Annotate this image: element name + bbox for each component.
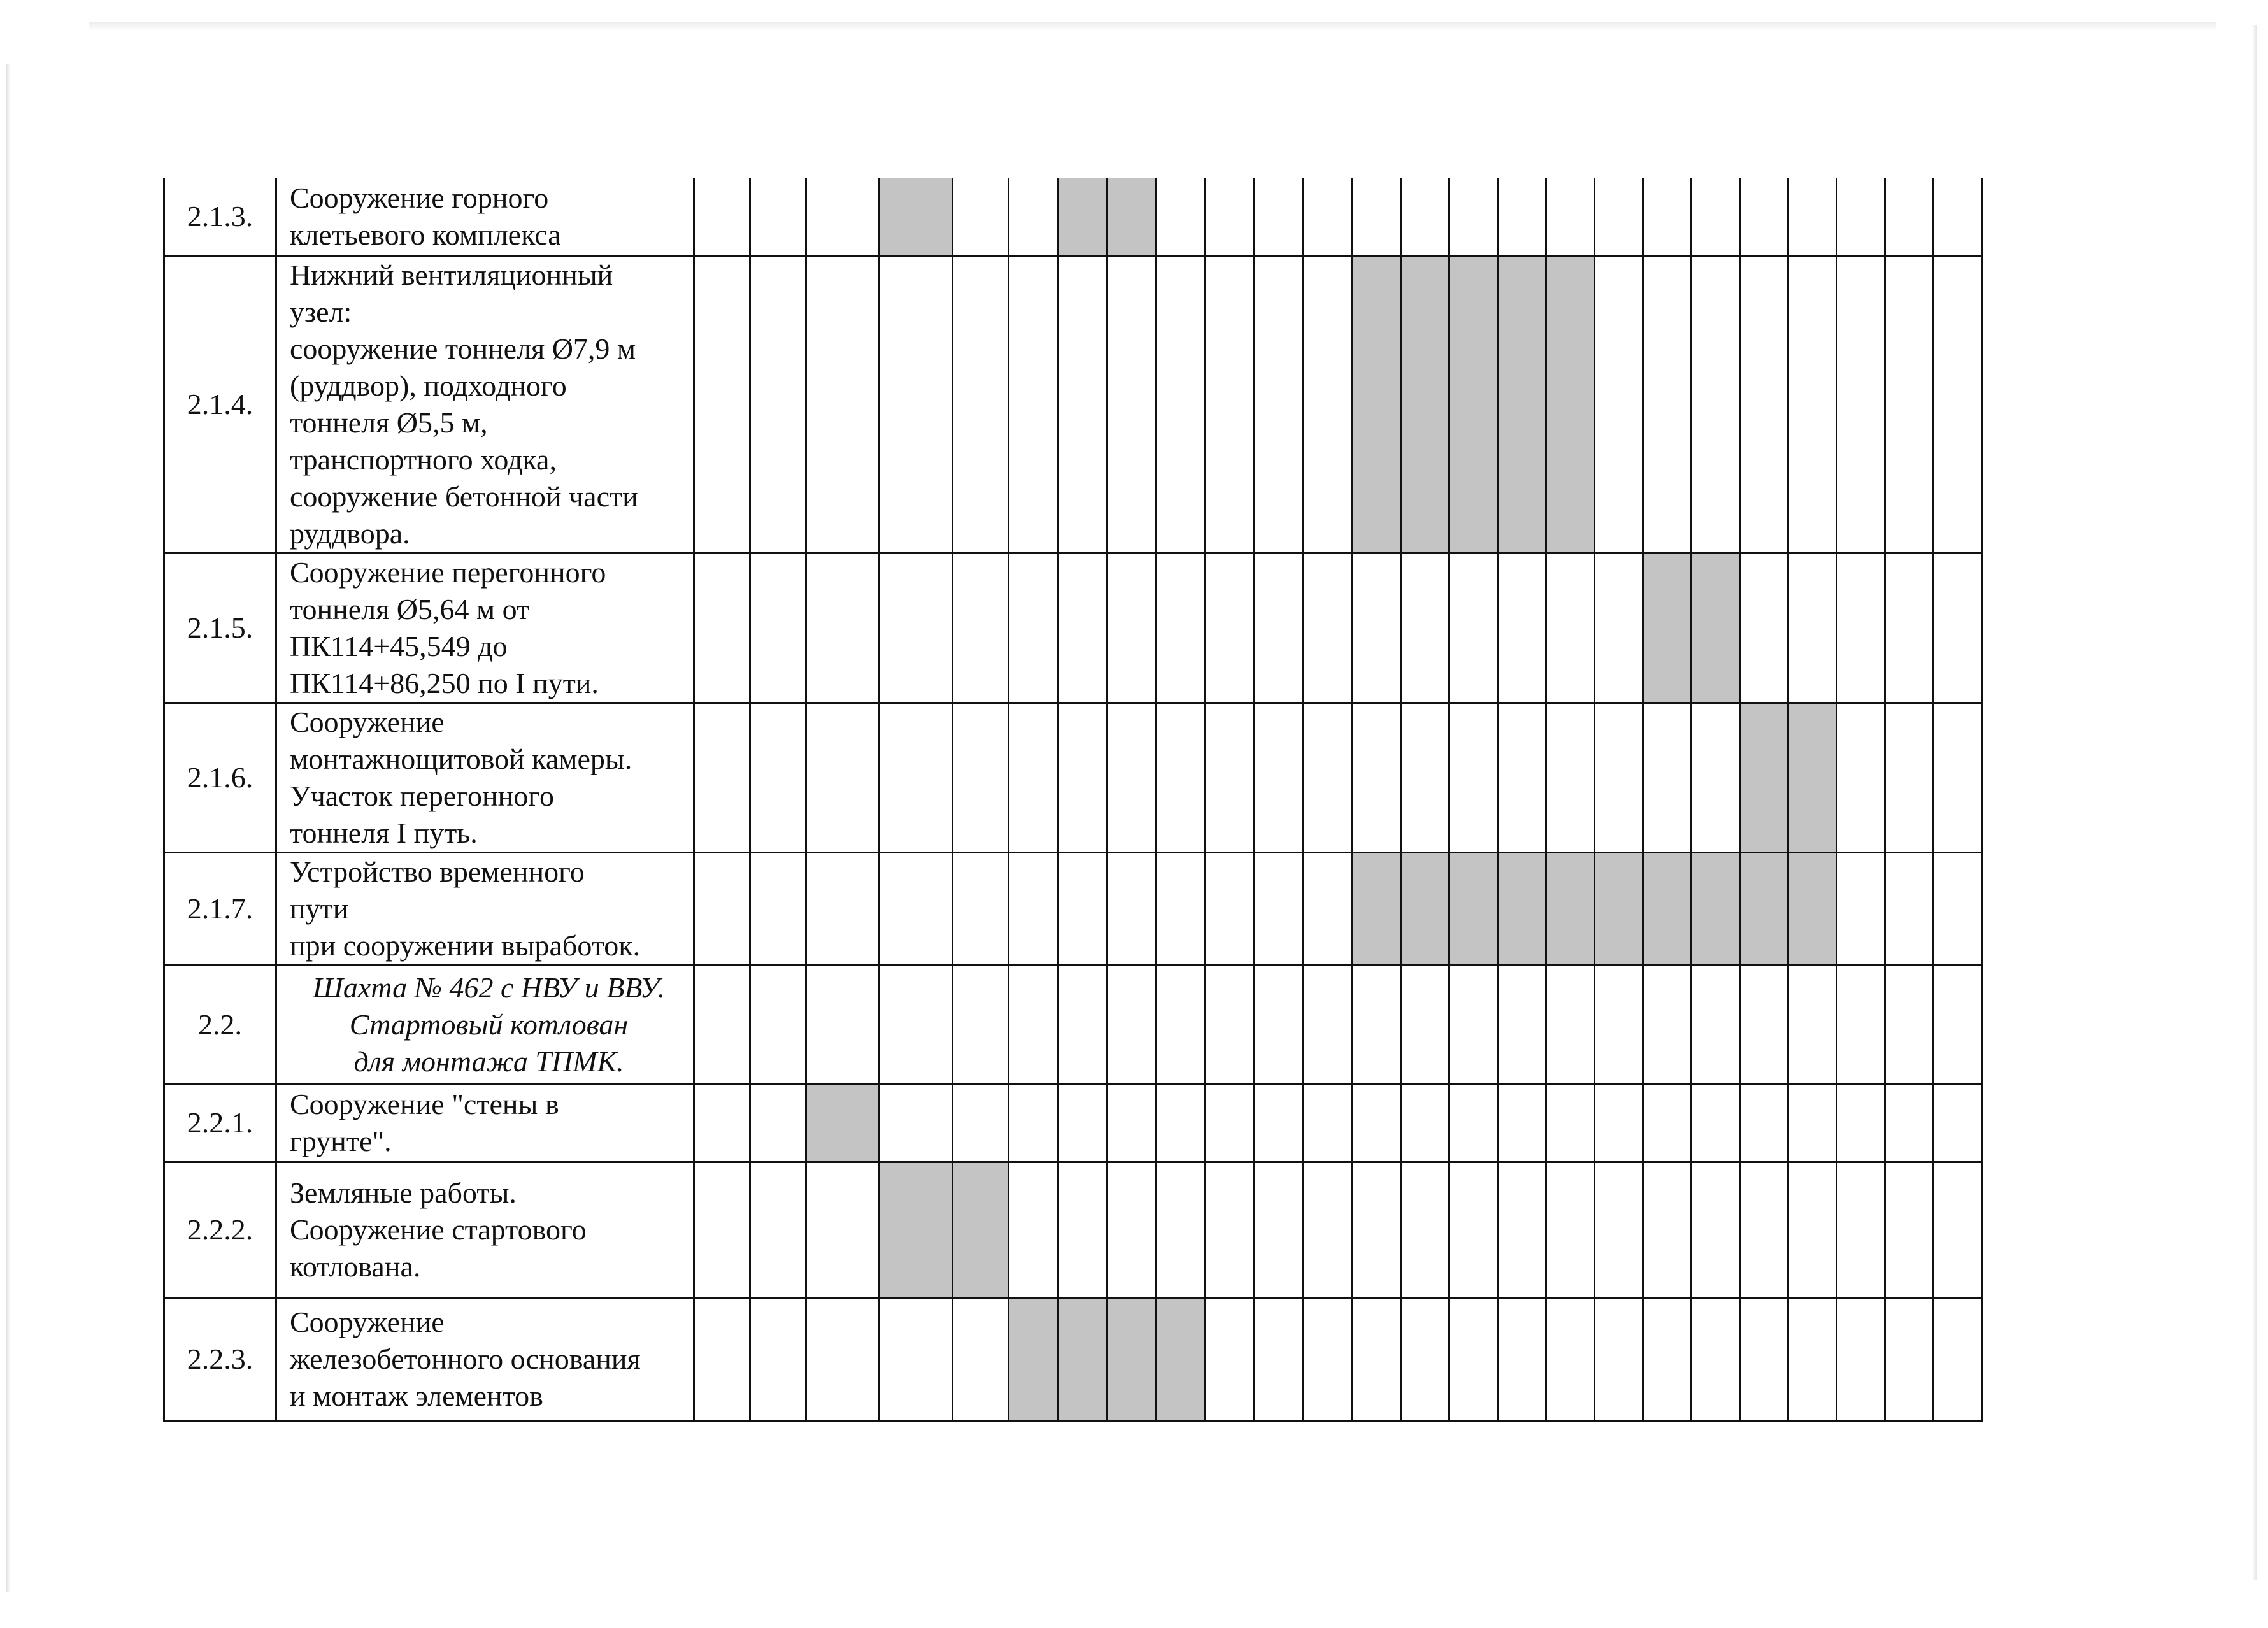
schedule-empty-cell (1352, 965, 1401, 1084)
description-line: для монтажа ТПМК. (353, 1045, 624, 1078)
schedule-empty-cell (1303, 703, 1352, 852)
description-line: котлована. (290, 1250, 421, 1283)
description-line: тоннеля Ø5,5 м, (290, 406, 488, 439)
schedule-empty-cell (1254, 852, 1303, 965)
schedule-empty-cell (1643, 965, 1692, 1084)
description-line: Сооружение "стены в (290, 1088, 559, 1120)
schedule-empty-cell (1450, 965, 1498, 1084)
schedule-bar-cell (1498, 852, 1546, 965)
schedule-bar-cell (1546, 255, 1595, 553)
schedule-empty-cell (1205, 1298, 1254, 1420)
description-line: пути (290, 892, 349, 925)
schedule-empty-cell (1934, 255, 1982, 553)
schedule-empty-cell (953, 553, 1009, 703)
row-number: 2.1.7. (164, 852, 276, 965)
schedule-empty-cell (1837, 965, 1885, 1084)
schedule-empty-cell (1934, 965, 1982, 1084)
schedule-empty-cell (1254, 1084, 1303, 1162)
schedule-empty-cell (1885, 255, 1934, 553)
schedule-empty-cell (1156, 553, 1205, 703)
description-line: (руддвор), подходного (290, 369, 567, 402)
description-line: сооружение тоннеля Ø7,9 м (290, 332, 636, 365)
description-line: Нижний вентиляционный (290, 258, 613, 291)
schedule-bar-cell (1740, 703, 1788, 852)
description-line: транспортного ходка, (290, 443, 557, 476)
schedule-empty-cell (1643, 1084, 1692, 1162)
schedule-empty-cell (1885, 703, 1934, 852)
schedule-empty-cell (1788, 178, 1837, 255)
schedule-empty-cell (1303, 553, 1352, 703)
description-line: Сооружение горного (290, 181, 549, 214)
schedule-empty-cell (1303, 178, 1352, 255)
schedule-empty-cell (1205, 703, 1254, 852)
schedule-bar-cell (1546, 852, 1595, 965)
schedule-bar-cell (1692, 553, 1740, 703)
schedule-empty-cell (1595, 1298, 1643, 1420)
schedule-bar-cell (1595, 852, 1643, 965)
table-row (164, 1162, 1982, 1298)
schedule-empty-cell (1885, 1298, 1934, 1420)
schedule-bar-cell (1692, 852, 1740, 965)
schedule-empty-cell (1837, 1298, 1885, 1420)
schedule-empty-cell (1740, 1298, 1788, 1420)
description-line: сооружение бетонной части (290, 480, 638, 513)
schedule-empty-cell (1254, 1298, 1303, 1420)
schedule-empty-cell (1740, 553, 1788, 703)
schedule-empty-cell (1450, 178, 1498, 255)
schedule-empty-cell (880, 965, 953, 1084)
table-row (164, 1298, 1982, 1420)
schedule-empty-cell (1546, 1162, 1595, 1298)
schedule-empty-cell (1205, 178, 1254, 255)
schedule-empty-cell (1107, 703, 1156, 852)
schedule-empty-cell (1498, 178, 1546, 255)
schedule-empty-cell (1643, 1298, 1692, 1420)
schedule-empty-cell (1885, 553, 1934, 703)
schedule-bar-cell (1401, 852, 1450, 965)
schedule-empty-cell (1595, 965, 1643, 1084)
schedule-empty-cell (1401, 1084, 1450, 1162)
schedule-empty-cell (1205, 852, 1254, 965)
description-line: железобетонного основания (290, 1343, 641, 1375)
row-number: 2.2. (164, 965, 276, 1084)
schedule-bar-cell (1009, 1298, 1058, 1420)
schedule-empty-cell (1595, 178, 1643, 255)
schedule-empty-cell (1401, 1298, 1450, 1420)
schedule-empty-cell (1058, 1162, 1107, 1298)
schedule-empty-cell (1303, 1084, 1352, 1162)
row-description (276, 178, 694, 255)
schedule-empty-cell (1156, 1162, 1205, 1298)
schedule-empty-cell (1058, 703, 1107, 852)
schedule-empty-cell (1450, 553, 1498, 703)
schedule-empty-cell (953, 852, 1009, 965)
schedule-empty-cell (1595, 255, 1643, 553)
schedule-empty-cell (694, 703, 750, 852)
description-line: Сооружение стартового (290, 1213, 587, 1246)
row-description (276, 255, 694, 553)
schedule-empty-cell (1205, 1162, 1254, 1298)
row-number: 2.2.2. (164, 1162, 276, 1298)
schedule-bar-cell (1498, 255, 1546, 553)
table-row (164, 1084, 1982, 1162)
schedule-empty-cell (806, 703, 880, 852)
schedule-empty-cell (1788, 255, 1837, 553)
schedule-empty-cell (1156, 1084, 1205, 1162)
schedule-empty-cell (1885, 1084, 1934, 1162)
schedule-empty-cell (1156, 703, 1205, 852)
description-line: монтажнощитовой камеры. (290, 742, 632, 775)
schedule-empty-cell (806, 178, 880, 255)
schedule-empty-cell (880, 1298, 953, 1420)
schedule-empty-cell (1885, 1162, 1934, 1298)
schedule-empty-cell (953, 178, 1009, 255)
schedule-empty-cell (953, 1298, 1009, 1420)
schedule-bar-cell (1740, 852, 1788, 965)
schedule-empty-cell (806, 965, 880, 1084)
row-description (276, 703, 694, 852)
schedule-empty-cell (694, 852, 750, 965)
schedule-bar-cell (1156, 1298, 1205, 1420)
schedule-empty-cell (750, 1298, 806, 1420)
schedule-empty-cell (1156, 255, 1205, 553)
schedule-empty-cell (1740, 1084, 1788, 1162)
schedule-bar-cell (1450, 852, 1498, 965)
schedule-empty-cell (953, 255, 1009, 553)
schedule-empty-cell (1498, 1162, 1546, 1298)
schedule-empty-cell (1156, 965, 1205, 1084)
schedule-empty-cell (1352, 1298, 1401, 1420)
schedule-bar-cell (1643, 553, 1692, 703)
schedule-empty-cell (1107, 965, 1156, 1084)
schedule-empty-cell (1254, 703, 1303, 852)
schedule-empty-cell (1595, 703, 1643, 852)
schedule-empty-cell (1254, 178, 1303, 255)
schedule-empty-cell (1254, 255, 1303, 553)
schedule-empty-cell (1692, 1084, 1740, 1162)
schedule-empty-cell (694, 1298, 750, 1420)
schedule-empty-cell (1546, 703, 1595, 852)
schedule-empty-cell (1788, 1298, 1837, 1420)
schedule-empty-cell (1934, 1298, 1982, 1420)
schedule-empty-cell (694, 1084, 750, 1162)
schedule-empty-cell (694, 553, 750, 703)
schedule-bar-cell (1352, 255, 1401, 553)
schedule-empty-cell (1450, 1084, 1498, 1162)
schedule-empty-cell (1107, 852, 1156, 965)
schedule-empty-cell (1595, 1162, 1643, 1298)
schedule-empty-cell (1205, 255, 1254, 553)
schedule-empty-cell (1303, 255, 1352, 553)
schedule-bar-cell (1058, 1298, 1107, 1420)
schedule-empty-cell (1837, 178, 1885, 255)
description-line: при сооружении выработок. (290, 929, 641, 962)
schedule-empty-cell (1401, 553, 1450, 703)
schedule-bar-cell (880, 178, 953, 255)
schedule-bar-cell (806, 1084, 880, 1162)
description-line: Сооружение (290, 1306, 445, 1338)
schedule-empty-cell (1205, 1084, 1254, 1162)
schedule-empty-cell (1156, 178, 1205, 255)
schedule-empty-cell (1837, 255, 1885, 553)
schedule-empty-cell (1107, 255, 1156, 553)
schedule-empty-cell (880, 1084, 953, 1162)
schedule-empty-cell (953, 703, 1009, 852)
schedule-empty-cell (1837, 1084, 1885, 1162)
schedule-empty-cell (1934, 852, 1982, 965)
schedule-empty-cell (1205, 553, 1254, 703)
schedule-empty-cell (1885, 178, 1934, 255)
description-line: Сооружение перегонного (290, 555, 606, 589)
schedule-empty-cell (806, 255, 880, 553)
schedule-empty-cell (750, 553, 806, 703)
schedule-empty-cell (1009, 255, 1058, 553)
schedule-bar-cell (1450, 255, 1498, 553)
schedule-empty-cell (1156, 852, 1205, 965)
schedule-empty-cell (694, 1162, 750, 1298)
schedule-bar-cell (880, 1162, 953, 1298)
schedule-empty-cell (1401, 965, 1450, 1084)
schedule-empty-cell (1692, 703, 1740, 852)
schedule-empty-cell (1546, 553, 1595, 703)
schedule-empty-cell (694, 255, 750, 553)
description-line: Земляные работы. (290, 1176, 517, 1209)
schedule-empty-cell (1303, 852, 1352, 965)
schedule-empty-cell (1450, 703, 1498, 852)
schedule-empty-cell (1009, 1084, 1058, 1162)
schedule-empty-cell (1352, 703, 1401, 852)
row-description (276, 553, 694, 703)
scan-shadow-right (2252, 25, 2257, 1580)
schedule-empty-cell (1498, 965, 1546, 1084)
schedule-empty-cell (1058, 1084, 1107, 1162)
description-line: узел: (290, 295, 352, 328)
schedule-empty-cell (1058, 255, 1107, 553)
schedule-bar-cell (1401, 255, 1450, 553)
description-line: руддвора. (290, 517, 410, 550)
schedule-empty-cell (1740, 1162, 1788, 1298)
schedule-empty-cell (1498, 1298, 1546, 1420)
schedule-empty-cell (1352, 178, 1401, 255)
row-number: 2.1.6. (164, 703, 276, 852)
row-description (276, 1084, 694, 1162)
schedule-empty-cell (1254, 1162, 1303, 1298)
schedule-empty-cell (1740, 178, 1788, 255)
schedule-empty-cell (1498, 553, 1546, 703)
schedule-empty-cell (750, 703, 806, 852)
schedule-empty-cell (1934, 703, 1982, 852)
schedule-empty-cell (880, 255, 953, 553)
schedule-empty-cell (750, 1084, 806, 1162)
schedule-empty-cell (880, 553, 953, 703)
schedule-empty-cell (1837, 1162, 1885, 1298)
schedule-empty-cell (1450, 1298, 1498, 1420)
schedule-empty-cell (1692, 1298, 1740, 1420)
row-description (276, 1298, 694, 1420)
schedule-empty-cell (1205, 965, 1254, 1084)
schedule-bar-cell (953, 1162, 1009, 1298)
schedule-empty-cell (1546, 178, 1595, 255)
schedule-empty-cell (953, 1084, 1009, 1162)
schedule-empty-cell (1740, 965, 1788, 1084)
schedule-empty-cell (750, 255, 806, 553)
schedule-empty-cell (1643, 178, 1692, 255)
schedule-empty-cell (1837, 852, 1885, 965)
row-number: 2.1.3. (164, 178, 276, 255)
schedule-empty-cell (1009, 965, 1058, 1084)
schedule-empty-cell (1788, 1084, 1837, 1162)
schedule-empty-cell (750, 1162, 806, 1298)
schedule-empty-cell (880, 852, 953, 965)
schedule-empty-cell (1885, 852, 1934, 965)
schedule-empty-cell (1450, 1162, 1498, 1298)
schedule-empty-cell (1498, 1084, 1546, 1162)
schedule-empty-cell (1352, 553, 1401, 703)
schedule-table (163, 178, 1983, 1422)
schedule-empty-cell (806, 852, 880, 965)
schedule-empty-cell (806, 553, 880, 703)
table-row (164, 553, 1982, 703)
table-row (164, 178, 1982, 255)
schedule-empty-cell (1498, 703, 1546, 852)
description-line: клетьевого комплекса (290, 218, 561, 251)
schedule-empty-cell (1303, 1162, 1352, 1298)
scan-shadow-top (89, 22, 2216, 31)
schedule-empty-cell (1546, 1084, 1595, 1162)
schedule-empty-cell (1058, 965, 1107, 1084)
description-line: Сооружение (290, 705, 445, 738)
schedule-empty-cell (953, 965, 1009, 1084)
schedule-empty-cell (1692, 965, 1740, 1084)
schedule-bar-cell (1352, 852, 1401, 965)
row-description (276, 852, 694, 965)
schedule-empty-cell (1401, 178, 1450, 255)
schedule-empty-cell (1009, 178, 1058, 255)
description-line: грунте". (290, 1125, 392, 1157)
description-line: ПК114+45,549 до (290, 629, 508, 662)
schedule-empty-cell (1009, 1162, 1058, 1298)
description-line: Участок перегонного (290, 779, 555, 812)
schedule-empty-cell (1788, 965, 1837, 1084)
schedule-empty-cell (1885, 965, 1934, 1084)
schedule-empty-cell (1934, 1084, 1982, 1162)
description-line: Стартовый котлован (349, 1008, 629, 1041)
schedule-empty-cell (880, 703, 953, 852)
description-line: тоннеля I путь. (290, 816, 478, 849)
schedule-empty-cell (806, 1298, 880, 1420)
schedule-empty-cell (1643, 1162, 1692, 1298)
description-line: и монтаж элементов (290, 1380, 543, 1412)
schedule-empty-cell (1740, 255, 1788, 553)
description-line: Шахта № 462 с НВУ и ВВУ. (312, 971, 666, 1004)
schedule-empty-cell (1595, 553, 1643, 703)
schedule-bar-cell (1058, 178, 1107, 255)
schedule-empty-cell (1058, 553, 1107, 703)
row-number: 2.1.4. (164, 255, 276, 553)
row-number: 2.2.1. (164, 1084, 276, 1162)
schedule-empty-cell (1107, 1162, 1156, 1298)
schedule-empty-cell (694, 965, 750, 1084)
schedule-empty-cell (1401, 703, 1450, 852)
scan-shadow-left (6, 64, 10, 1592)
schedule-empty-cell (1934, 553, 1982, 703)
table-row (164, 703, 1982, 852)
schedule-empty-cell (1352, 1084, 1401, 1162)
row-number: 2.1.5. (164, 553, 276, 703)
schedule-empty-cell (1837, 553, 1885, 703)
schedule-empty-cell (1643, 703, 1692, 852)
schedule-empty-cell (694, 178, 750, 255)
schedule-bar-cell (1788, 703, 1837, 852)
schedule-empty-cell (1009, 852, 1058, 965)
row-number: 2.2.3. (164, 1298, 276, 1420)
schedule-empty-cell (1009, 703, 1058, 852)
table-row (164, 852, 1982, 965)
row-description (276, 965, 694, 1084)
schedule-empty-cell (1546, 965, 1595, 1084)
schedule-empty-cell (1837, 703, 1885, 852)
schedule-empty-cell (1303, 1298, 1352, 1420)
schedule-empty-cell (1934, 178, 1982, 255)
description-line: ПК114+86,250 по I пути. (290, 666, 599, 699)
schedule-bar-cell (1643, 852, 1692, 965)
description-line: Устройство временного (290, 855, 585, 888)
schedule-empty-cell (1692, 1162, 1740, 1298)
schedule-bar-cell (1107, 1298, 1156, 1420)
schedule-empty-cell (1107, 553, 1156, 703)
schedule-empty-cell (1058, 852, 1107, 965)
schedule-empty-cell (1692, 178, 1740, 255)
schedule-empty-cell (750, 852, 806, 965)
schedule-empty-cell (1643, 255, 1692, 553)
schedule-empty-cell (1788, 1162, 1837, 1298)
schedule-empty-cell (1009, 553, 1058, 703)
schedule-empty-cell (1254, 553, 1303, 703)
schedule-empty-cell (1401, 1162, 1450, 1298)
schedule-empty-cell (1303, 965, 1352, 1084)
schedule-bar-cell (1788, 852, 1837, 965)
schedule-empty-cell (806, 1162, 880, 1298)
schedule-empty-cell (1254, 965, 1303, 1084)
schedule-empty-cell (1692, 255, 1740, 553)
schedule-empty-cell (750, 965, 806, 1084)
row-description (276, 1162, 694, 1298)
table-row (164, 965, 1982, 1084)
schedule-empty-cell (750, 178, 806, 255)
schedule-empty-cell (1352, 1162, 1401, 1298)
schedule-empty-cell (1107, 1084, 1156, 1162)
schedule-empty-cell (1546, 1298, 1595, 1420)
description-line: тоннеля Ø5,64 м от (290, 592, 530, 625)
schedule-empty-cell (1934, 1162, 1982, 1298)
schedule-empty-cell (1595, 1084, 1643, 1162)
schedule-empty-cell (1788, 553, 1837, 703)
table-row (164, 255, 1982, 553)
schedule-bar-cell (1107, 178, 1156, 255)
